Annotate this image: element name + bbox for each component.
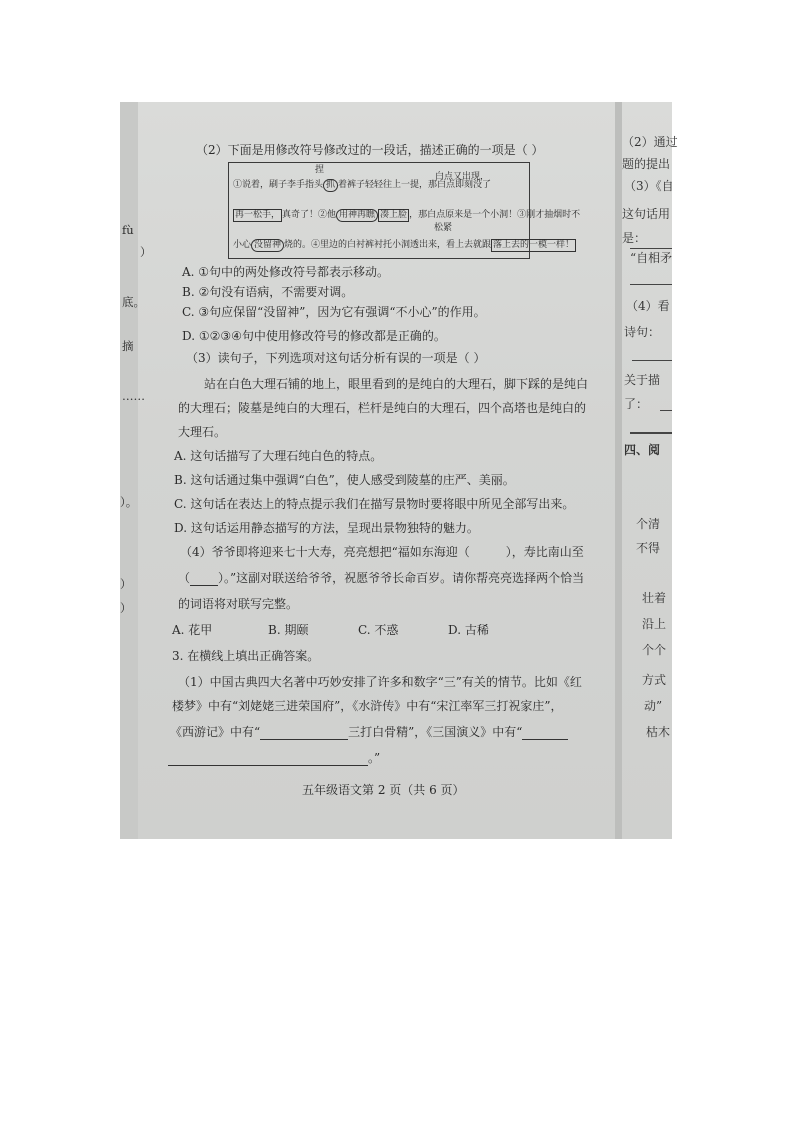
answer-line: [630, 284, 672, 285]
question-3-stem: （3）读句子，下列选项对这句话分析有误的一项是（ ）: [186, 351, 486, 365]
question-4-line-2: （ ）。”这副对联送给爷爷，祝愿爷爷长命百岁。请你帮亮亮选择两个恰当: [178, 571, 585, 585]
right-fragment: 个清: [636, 517, 661, 531]
answer-line: [630, 248, 672, 249]
q2-option-a: A. ①句中的两处修改符号都表示移动。: [182, 265, 390, 279]
right-fragment: “自相矛: [630, 251, 673, 265]
answer-line: [660, 410, 672, 411]
left-fragment: 摘: [122, 339, 134, 353]
right-fragment: 方式: [642, 673, 667, 687]
right-fragment: 了：: [624, 397, 649, 411]
section-3-title: 3. 在横线上填出正确答案。: [172, 649, 320, 663]
q4-option-d: D. 古稀: [448, 623, 489, 637]
answer-line: [632, 360, 672, 361]
right-fragment: 枯木: [646, 725, 671, 739]
right-fragment: 动”: [644, 699, 663, 713]
section-3-line: 楼梦》中有“刘姥姥三进荣国府”，《水浒传》中有“宋江率军三打祝家庄”，: [172, 699, 563, 713]
insert-mark-2: 松紧: [434, 223, 453, 233]
passage-line-3: 小心 没留神 烧的。④里边的白衬裤衬托小洞透出来，看上去就跟 落上去的一模一样！: [233, 240, 575, 250]
question-2-stem: （2）下面是用修改符号修改过的一段话，描述正确的一项是（ ）: [196, 143, 544, 157]
right-fragment: 四、阅: [624, 443, 661, 457]
left-fragment: ……: [122, 389, 145, 403]
right-fragment: 是：: [622, 231, 647, 245]
right-fragment: 这句话用: [622, 207, 671, 221]
q2-option-c: C. ③句应保留“没留神”，因为它有强调“不小心”的作用。: [182, 305, 486, 319]
passage-insert-1: 白点又出现，: [435, 172, 490, 182]
right-fragment: 关于描: [624, 373, 661, 387]
insert-mark: 捏: [315, 165, 325, 175]
right-fragment: 个个: [642, 643, 667, 657]
question-4-line-1: （4）爷爷即将迎来七十大寿，亮亮想把“福如东海迎（ ），寿比南山至: [180, 545, 584, 559]
passage-line-2: 再一松手， 真奇了！②他 用神再瞧 凑上脸 ，那白点原来是一个小洞！③刚才抽烟时不: [235, 210, 581, 220]
q3-option-c: C. 这句话在表达上的特点提示我们在描写景物时要将眼中所见全部写出来。: [174, 497, 575, 511]
left-fragment: ）: [140, 245, 152, 259]
section-3-line: （1）中国古典四大名著中巧妙安排了许多和数字“三”有关的情节。比如《红: [178, 675, 582, 689]
right-fragment: 沿上: [642, 617, 667, 631]
question-4-line-3: 的词语将对联写完整。: [178, 597, 299, 611]
right-fragment: （2）通过: [622, 135, 678, 149]
left-fragment: 底。: [122, 295, 145, 309]
page-footer: 五年级语文第 2 页（共 6 页）: [302, 783, 465, 797]
q3-option-d: D. 这句话运用静态描写的方法，呈现出景物独特的魅力。: [174, 521, 479, 535]
section-3-line-blanks: 《西游记》中有“ 三打白骨精”，《三国演义》中有“: [170, 724, 568, 740]
right-fragment: 诗句：: [624, 325, 661, 339]
previous-page-edge: [120, 102, 138, 839]
page-gutter: [615, 102, 622, 839]
left-fragment: ）: [120, 601, 132, 615]
right-fragment: 题的提出: [622, 157, 671, 171]
left-fragment: fù: [122, 223, 134, 237]
q3-option-b: B. 这句话通过集中强调“白色”，使人感受到陵墓的庄严、美丽。: [174, 473, 515, 487]
right-fragment: 壮着: [642, 591, 667, 605]
scanned-exam-page: [120, 102, 678, 839]
q3-option-a: A. 这句话描写了大理石纯白色的特点。: [174, 449, 383, 463]
q3-passage-line: 大理石。: [178, 425, 227, 439]
q2-option-b: B. ②句没有语病，不需要对调。: [182, 285, 354, 299]
edit-marks-passage-box: [228, 162, 581, 259]
right-fragment: （4）看: [626, 299, 670, 313]
left-fragment: ）: [120, 577, 132, 591]
q4-option-b: B. 期颐: [268, 623, 309, 637]
q3-passage-line: 的大理石；陵墓是纯白的大理石，栏杆是纯白的大理石，四个高塔也是纯白的: [178, 401, 587, 415]
right-fragment: 不得: [636, 541, 661, 555]
right-fragment: （3）《自: [624, 179, 674, 193]
q4-option-a: A. 花甲: [172, 623, 213, 637]
section-3-line-end: 。”: [168, 750, 380, 766]
q4-option-c: C. 不惑: [358, 623, 399, 637]
q3-passage-line: 站在白色大理石铺的地上，眼里看到的是纯白的大理石，脚下踩的是纯白: [204, 377, 589, 391]
passage-line-1: ①说着，刷子李手指头 抓 着裤子轻轻往上一提，那白点即刻没了: [233, 180, 492, 190]
left-fragment: ）。: [120, 495, 138, 509]
q2-option-d: D. ①②③④句中使用修改符号的修改都是正确的。: [182, 329, 446, 343]
section-divider: [630, 432, 672, 434]
